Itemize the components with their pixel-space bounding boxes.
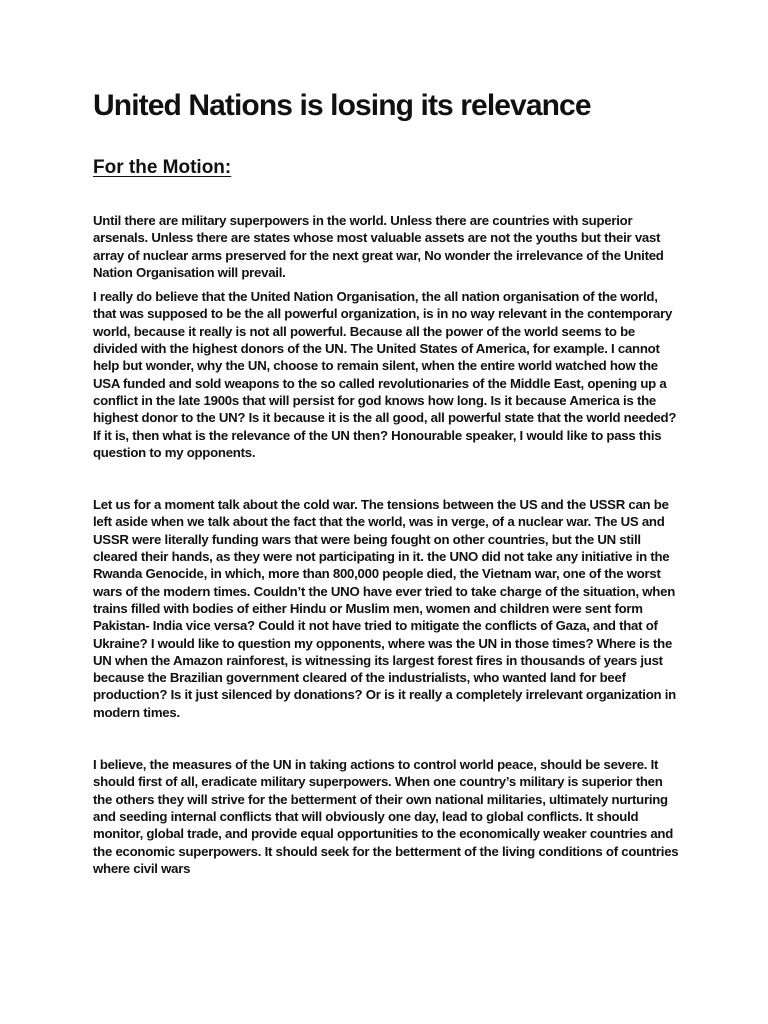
paragraph-1: Until there are military superpowers in the world. Unless there are countries with superior arsenals. Unless there are states whose most valuable assets are not the youths but their vast array of nuclear arms preserved for the next great war, No wonder the irrelevance of the United Nation Organisation will prevail. xyxy=(93,213,664,280)
document-page xyxy=(93,84,679,877)
paragraph-2: I really do believe that the United Nation Organisation, the all nation organisation of the world, that was supposed to be the all powerful organization, is in no way relevant in the contemporary world, because it really is not all powerful. Because all the power of the world seems to be divided with the highest donors of the UN. The United States of America, for example. I cannot help but wonder, why the UN, choose to remain silent, when the entire world watched how the USA funded and sold weapons to the so called revolutionaries of the Middle East, opening up a conflict in the late 1900s that will persist for god knows how long. Is it because America is the highest donor to the UN? Is it because it is the all good, all powerful state that the world needed? If it is, then what is the relevance of the UN then? Honourable speaker, I would like to pass this question to my opponents. xyxy=(93,289,677,460)
paragraph-4: I believe, the measures of the UN in taking actions to control world peace, should be severe. It should first of all, eradicate military superpowers. When one country’s military is superior then the others they will strive for the betterment of their own national militaries, ultimately nurturing and seeding internal conflicts that will obviously one day, lead to global conflicts. It should monitor, global trade, and provide equal opportunities to the economically weaker countries and the economic superpowers. It should seek for the betterment of the living conditions of countries where civil wars xyxy=(93,757,679,876)
section-heading: For the Motion: xyxy=(93,157,232,178)
document-title: United Nations is losing its relevance xyxy=(93,89,591,122)
paragraph-3: Let us for a moment talk about the cold war. The tensions between the US and the USSR can be left aside when we talk about the fact that the world, was in verge, of a nuclear war. The US and USSR were literally funding wars that were being fought on other countries, but the UN still cleared their hands, as they were not participating in it. the UNO did not take any initiative in the Rwanda Genocide, in which, more than 800,000 people died, the Vietnam war, one of the worst wars of the modern times. Couldn’t the UNO have ever tried to take charge of the situation, when trains filled with bodies of either Hindu or Muslim men, women and children were sent form Pakistan- India vice versa? Could it not have tried to mitigate the conflicts of Gaza, and that of Ukraine? I would like to question my opponents, where was the UN in those times? Where is the UN when the Amazon rainforest, is witnessing its largest forest fires in thousands of years just because the Brazilian government cleared of the industrialists, who wanted land for beef production? Is it just silenced by donations? Or is it really a completely irrelevant organization in modern times. xyxy=(93,497,676,720)
